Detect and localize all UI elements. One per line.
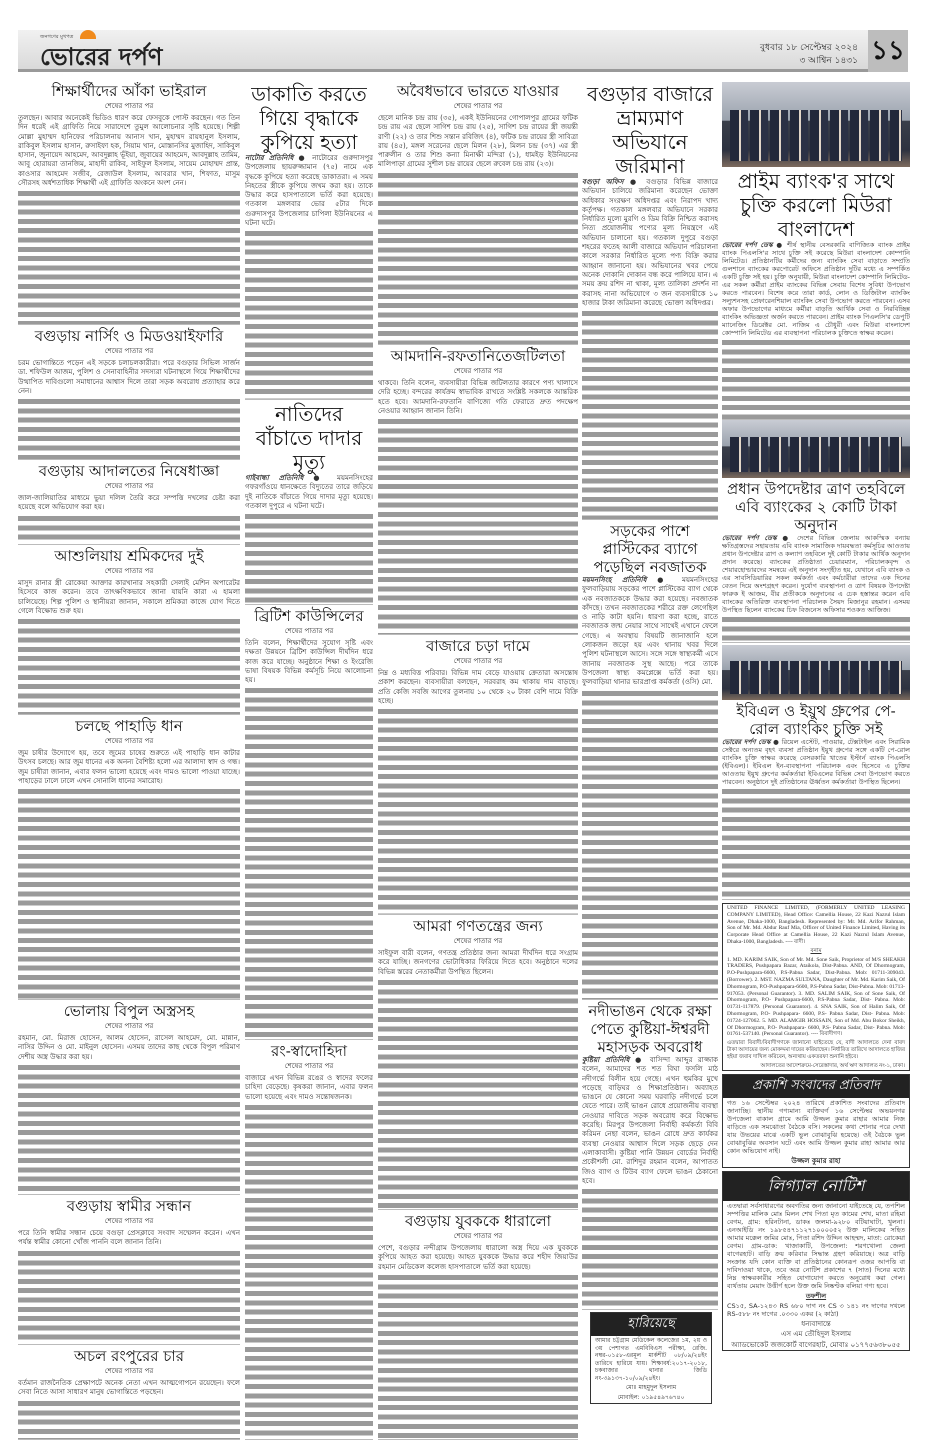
date-bangla: ৩ আশ্বিন ১৪৩১ [799,56,858,66]
headline: অচল রংপুরের চার [74,1347,184,1365]
continued-label: শেষের পাতার পর [453,1232,503,1240]
continued-label: শেষের পাতার পর [453,937,503,945]
notices-column [722,903,910,1351]
article-e1 [722,82,910,420]
headline: প্রধান উপদেষ্টার ত্রাণ তহবিলে এবি ব্যাংকের ২ কোটি টাকা অনুদান [727,480,905,534]
headline: নাতিদের বাঁচাতে দাদার মৃত্যু [255,402,363,474]
byline: ভোরের দর্পণ ডেস্ক ● [722,241,784,249]
continued-label: শেষের পাতার পর [104,1367,154,1375]
signer: এস এম তৌহিদুল ইসলাম [781,1330,851,1339]
continued-label: শেষের পাতার পর [284,1062,334,1070]
headline: নদীভাঙন থেকে রক্ষা পেতে কুষ্টিয়া-ঈশ্বরদী মহাসড়ক অবরোধ [588,1002,712,1056]
body-text-continued [245,1102,373,1439]
legal-notice-title: লিগ্যাল নোটিশ [723,1172,909,1201]
people-figures [730,110,903,161]
news-photo [722,82,910,167]
body-text-continued [722,614,910,642]
lost-notice-body: আমার চট্টগ্রাম মেডিকেল কলেজের ১ম, ২য় ও ৩য় পেশাগত এমবিবিএস পরীক্ষা, রেজি. নম্বর-০১৫৮-এরমূল মার্কশীট ০৮/০৯/২৪ইং তারিখে হারিয়ে যায়। শিক্ষাবর্ষ:২০১৭-২০১৮, চকবাজার থানার জিডি নং-৩৯১৩৭-১০/০৯/২৪ইং। [595,1337,707,1382]
protest-title: প্রকাশি সংবাদের প্রতিবাদ [723,1075,909,1098]
people-figures [730,661,903,694]
article-c5 [378,1210,578,1440]
news-photo [722,420,910,478]
legal-notice-body: এতদ্বারা সর্বসাধারণের অবগতির জন্য জানানো যাইতেছে যে, তপশিল সম্পত্তির মালিক মোঃ মিলন শেখ পিতা মৃত কামের শেখ, মাতা রহিমা বেগম, গ্রাম: হরিনটানা, ডাকঃ জলমা-৯২৮০ বটিয়াঘাটা, খুলনা। এনআইডি নং ১৯৮৫৪৭১১২৭১০০০০৫২ উক্ত মালিকের সহিত আমার মক্কেল জমির মোঃ, পিতা রশিদ উদ্দিন আহম্মদ, মাতা: রোকেয়া বেগম। গ্রাম-ডাক: খাজাকাটি, উপজেলা: শরণখোলা জেলা বাগেরহাট। বাড়ি ক্রয় করিবার সিদ্ধান্ত গ্রহণ করিয়াছে। অত্র বাড়ি সংক্রান্ত যদি কোন ব্যক্তি বা প্রতিষ্ঠানের কোনরূপ ওজর আপত্তি বা দাবিদাওয়া থাকে, তবে অত্র নোটিশ প্রকাশের ৭ (সাত) দিনের মধ্যে নিম্ন স্বাক্ষরকারীর সহিত যোগাযোগ করতে অনুরোধ করা গেল। ব্যর্থতায় মেয়াদ উত্তীর্ণ হলে উক্ত জমি নিষ্কণ্টক বলিয়া গণ্য হবে। [727,1201,905,1290]
court-versus: বনাম [810,947,822,954]
body-text-continued [378,706,578,914]
legal-notice [722,1171,910,1352]
headline: আমরা গণতন্ত্রের জন্য [413,917,543,935]
headline: অবৈধভাবে ভারতে যাওয়ার [396,82,559,100]
article-body: ময়মনসিংহের ফুলবাড়িয়ায় সড়কের পাশে প্লাস্টিকের ব্যাগ থেকে এক নবজাতককে উদ্ধার করা হয়েছে। নবজাতক কাঁদছে। তখন নবজাতকের শরীরে রক্ত লেগেছিল ও নাড়ি কাটা হয়নি। ধারণা করা হচ্ছে, রাতে নবজাতক জন্ম নেয়ার সাথে সাথেই এখানে ফেলে গেছে। এ অবস্থায় বিষয়টি জানাজানি হলে লোকজন জড়ো হয় এবং থানায় খবর দিলে পুলিশ ঘটনাস্থলে আসে। সঙ্গে সঙ্গে স্বাস্থ্যকর্মী এসে জানায় নবজাতক সুস্থ আছে। পরে তাকে উপজেলা স্বাস্থ্য কমপ্লেক্সে ভর্তি করা হয়। ফুলবাড়িয়া থানার ভারপ্রাপ্ত কর্মকর্তা (ওসি) মো. [582,576,718,687]
article-body: তুলছেন। আবার অনেকেই ভিডিও ধারণ করে ফেসবুকে পোস্ট করছেন। গত তিন দিন ধরেই এই গ্রাফিতি নিয়ে সারাদেশে তুমুল আলোচনার সৃষ্টি হয়েছে। শিল্পী মোল্লা মুহাম্মদ হানিফের পরিচালনায় আনাস খান, মুহাম্মদ রায়হানুল ইসলাম, রাকিবুল ইসলাম হাসান, রুসাইফা হক, সিয়াম খান, মোস্তানসির মুজাহিদ, সাকিবুল হাসান, জুনায়েদ আহমেদ, আবদুল্লাহ ভূঁইয়া, জুবায়ের আহমেদ, আবদুল্লাহ তামিম, আবু হোরায়রা তানজিম, মাহাদী রাকিব, সাইফুল ইসলাম, সায়েম মোহাম্মদ প্রান্ত, কাওসার আহমেদ সজীব, রেজাউল ইসলাম, আবরার খান, শিফাত, মাসুম সৌরসহ অর্ধশতাধিক শিক্ষার্থী এই গ্রাফিতি অংকনে অংশ নেন। [18,114,240,188]
headline: সড়কের পাশে প্লাস্টিকের ব্যাগে পড়েছিল নবজাতক [593,522,707,576]
article-a8 [18,1345,240,1440]
body-text-continued [582,1186,718,1309]
headline: বগুড়ার বাজারে ভ্রাম্যমাণ অভিযানে জরিমানা [587,82,713,178]
logo-tagline: জনগণের মুখপত্র [40,34,74,40]
byline: কুষ্টিয়া প্রতিনিধি ● [582,1056,645,1064]
article-body: বাজারে এখন বিভিন্ন রঙের ও স্বাদের ফলের চাহিদা বেড়েছে। কৃষকরা জানান, এবার ফলন ভালো হয়েছে এবং দামও সন্তোষজনক। [245,1074,373,1101]
article-a3 [18,460,240,545]
continued-label: শেষের পাতার পর [104,737,154,745]
headline: ব্রিটিশ কাউন্সিলের [254,607,364,625]
article-a2 [18,325,240,460]
schedule-text: CS১৫, SA-১২৪৩ RS ৬৮০ দাগ নং CS ৩ ১৪১ নং দাগের দখলে RS-৫৮৮ নং দাগের .০৩৩০ একর (২ কাঠা) [727,1301,905,1318]
byline: ভোরের দর্পণ ডেস্ক ● [722,534,792,542]
body-text-continued [378,1272,578,1439]
continued-label: শেষের পাতার পর [453,367,503,375]
article-c4 [378,915,578,1210]
body-text-continued [18,616,240,714]
schedule-label: তফশীল [805,1291,827,1300]
byline: ভোরের দর্পণ ডেস্ক ● [722,738,780,746]
article-b3 [245,605,373,1040]
article-body: দেশের বিভিন্ন জেলায় আকস্মিক বন্যায় ক্ষতিগ্রস্তদের সহায়তায় এবি ব্যাংক সামাজিক দায়বদ্ধতা কর্মসূচির আওতায় প্রধান উপদেষ্টার ত্রাণ ও কল্যাণ তহবিলে দুই কোটি টাকার আর্থিক অনুদান প্রদান করেছে। ব্যাংকের প্রতিষ্ঠাতা চেয়ারম্যান, পরিচালকবৃন্দ ও শেয়ারহোল্ডারদের সমন্বয়ে এই অনুদান সংগৃহীত হয়, যেখানে এবি ব্যাংক ও এর সাবসিডিয়ারির সকল কর্মকর্তা এবং কর্মচারীরা তাদের এক দিনের বেতন দিয়ে অংশগ্রহণ করেন। দুর্যোগ ব্যবস্থাপনা ও ত্রাণ বিষয়ক উপদেষ্টা ফারুক ই আজম, বীর প্রতীককে অনুদানের এ চেক হস্তান্তর করেন এবি ব্যাংকের অতিরিক্ত ব্যবস্থাপনা পরিচালক সৈয়দ মিজানুর রহমান। এসময় উপস্থিত ছিলেন ব্যাংকের চিফ বিজনেস অফিসার শওকত আজিজ। [722,534,910,614]
article-d1 [582,80,718,520]
article-b2 [245,400,373,605]
article-d3 [582,1000,718,1310]
article-body: চরম ভোগান্তিতে পড়েন এই সড়কে চলাচলকারীরা। পরে বগুড়ার সিভিল সার্জন ডা. শফিউল আজম, পুলিশ ও সেনাবাহিনীর সদস্যরা ঘটনাস্থলে গিয়ে শিক্ষার্থীদের উত্থাপিত দাবিগুলো সমাধানের আশ্বাস দিলে তারা সড়ক অবরোধ প্রত্যাহার করে নেন। [18,359,240,395]
article-a6 [18,1000,240,1195]
body-text-continued [18,396,240,459]
headline: রং-স্বাদোহিদা [271,1042,347,1060]
byline: ময়মনসিংহ প্রতিনিধি ● [582,576,672,584]
court-notice [722,903,910,1071]
headline: বগুড়ায় যুবককে ধারালো [405,1212,551,1230]
signer-contact: অ্যাডভোকেট জজকোর্ট বাগেরহাট, মোবাঃ ০১৭৭৫৬৩৮০৫৫ [731,1340,901,1349]
continued-label: শেষের পাতার পর [453,102,503,110]
headline: আশুলিয়ায় শ্রমিকদের দুই [54,547,204,565]
body-text-continued [18,1248,240,1344]
continued-label: শেষের পাতার পর [104,1217,154,1225]
lost-notice-name: মোঃ মাহমুদুল ইসলাম [625,1384,677,1391]
article-body: বর্তমান রাজনৈতিক প্রেক্ষাপটে অনেক নেতা এখন আত্মগোপনে রয়েছেন। ফলে সেবা নিতে আসা সাধারণ মানুষ ভোগান্তিতে পড়ছেন। [18,1379,240,1397]
article-c2 [378,345,578,635]
article-b1 [245,80,373,400]
article-d2 [582,520,718,1000]
article-body: নাটোরের গুরুদাসপুর উপজেলায় ছায়রুজ্জামান (৭৫) নামে এক বৃদ্ধকে কুপিয়ে হত্যা করেছে ডাকাতরা। এ সময় নিহতের স্ত্রীকে কুপিয়ে জখম করা হয়। তাকে উদ্ধার করে হাসপাতালে ভর্তি করা হয়েছে। গতকাল মঙ্গলবার ভোর ৫টার দিকে গুরুদাসপুর উপজেলার চাপিলা ইউনিয়নের এ ঘটনা ঘটে। [245,154,373,228]
byline: গাইবান্ধা প্রতিনিধি ● [245,474,328,482]
headline: প্রাইম ব্যাংক'র সাথে চুক্তি করলো মিউরা বাংলাদেশ [737,169,895,241]
body-text-continued [18,786,240,999]
court-plaintiff: UNITED FINANCE LIMITED, (FORMERLY UNITED LEASING COMPANY LIMITED), Head Office: Camellia House, 22 Kazi Nazrul Islam Avenue, Dhaka-1000, Bangladesh. Represented by: Mr. Md. Arifor Rahman, Son of Mr. Md. Abdur Rauf Mia, Officer of United Finance Limited, Having its Corporate Head Office at Camellia House, 22 Kazi Nazrul Islam Avenue, Dhaka-1000, Bangladesh. ---- বাদী। [727,905,905,945]
body-text-continued [582,688,718,999]
lost-notice-phone: মোবাইল: ০১৯৫৪৯৭৬৭৪০ [617,1394,685,1401]
article-body: ছেলে মানিক চন্দ্র রায় (৩৫), একই ইউনিয়নের গোপালপুর গ্রামের ফটিক চন্দ্র রায় এর ছেলে সাগিশ চন্দ্র রায় (২৫), সাগিশ চন্দ্র রায়ের স্ত্রী জয়ন্তী রাণী (২২) ও তার শিশু সন্তান রবিজিৎ (৪), ফটিক চন্দ্র রায়ের স্ত্রী সাবিত্রা রায় (৪৫), মঙ্গল সরেনের ছেলে মিলন (২৮), মিলন চন্দ্র (৩৭) এর স্ত্রী পারুলীন ও তার শিশু কন্যা মিনাক্ষী মন্দিরা (১), ধামইড় ইউনিয়নের মালিপাড়া গ্রামের সুশীল চন্দ্র রায়ের ছেলে রুবেল চন্দ্র রায় (২৩)। [378,114,578,169]
body-text-continued [18,1062,240,1194]
article-a4 [18,545,240,715]
article-a1 [18,80,240,325]
lost-notice-title: হারিয়েছে [591,1313,711,1336]
page-number: ১১ [868,30,908,72]
article-a5 [18,715,240,1000]
body-text-continued [245,685,373,1039]
article-body: জুম চাষীর উদ্যোগে হয়, তবে জুমের চাষের শুরুতে এই পাহাড়ি ধান কাটার উৎসব চলছে। আর জুম ধানের এক অনন্য বৈশিষ্ট্য হলো এর আলাদা স্বাদ ও গন্ধ। জুম চাষীরা জানান, এবার ফলন ভালো হয়েছে এবং দামও ভালো পাওয়া যাচ্ছে। পাহাড়ের ঢালে ঢালে এখন সোনালি ধানের সমারোহ। [18,749,240,785]
headline: শিক্ষার্থীদের আঁকা ভাইরাল [51,82,207,100]
body-text-continued [378,977,578,1209]
headline: ইবিএল ও ইয়ুথ গ্রুপের পে-রোল ব্যাংকিং চুক্তি সই [736,702,896,738]
article-body: মাসুদ রানার স্ত্রী রোকেয়া আক্তার কারখানার সহকারী সেলাই মেশিন অপারেটর হিসেবে কাজ করেন। তবে তাৎক্ষণিকভাবে জানা যায়নি কারা এ হামলা চালিয়েছে। শিল্প পুলিশ ও স্থানীয়রা জানান, সকালে শ্রমিকরা কাজে যোগ দিতে গেলে বিক্ষোভ শুরু হয়। [18,579,240,615]
body-text-continued [245,511,373,604]
continued-label: শেষের পাতার পর [104,567,154,575]
people-figures [730,437,903,472]
headline: ডাকাতি করতে গিয়ে বৃদ্ধাকে কুপিয়ে হত্যা [251,82,367,154]
court-body: এতদ্বারা বিবাদী/বিবাদীগণকে জানানো যাইতেছে যে, বাদী আদালতে দেনা বাবদ টাকা আদায়ের জন্য মোকদ্দমা দায়ের করিয়াছেন। নির্ধারিত তারিখে আদালতে হাজির হইয়া জবাব দাখিল করিবেন, অন্যথায় একতরফা শুনানি হইবে। [727,1040,905,1060]
continued-label: শেষের পাতার পর [104,347,154,355]
news-photo [722,645,910,700]
body-text-continued [582,308,718,519]
continued-label: শেষের পাতার পর [284,627,334,635]
article-a7 [18,1195,240,1345]
protest-body: গত ১৬ সেপ্টেম্বর ২০২৪ তারিখে প্রকাশিত সংবাদের প্রতিবাদ জানাচ্ছি। স্থানীয় গণ্যমান্য ব্যক্তিবর্গ ১৬ সেপ্টেম্বর অভয়নগর উপজেলা বাকাল গ্রামে আমি উজ্জল কুমার রাহার আমার নিজ বাড়িতে এক সমঝোতা বৈঠকে বসি। সকলের কথা শোনার পরে দেখা যায় উভয়ের মাঝে একটি ভুল বোঝাবুঝি হয়েছে। ওই বৈঠকে ভুল বোঝাবুঝির অবসান ঘটে এবং আমি উজ্জল কুমার রাহা আমার আর কোন অভিযোগ নাই। [727,1099,905,1156]
headline: আমদানি-রফতানিতেজটিলতা [390,347,566,365]
court-defendants: 1. MD. KARIM SAIK, Son of Mr. Md. Sone Saik, Proprietor of M/S SHEAKH TRADERS, Pushpapara Bazar, Ataikola, Dist-Pabna. AND, Of Dhormogram, P.O-Pushpapara-6600, P.S-Pabna Sadar, Dist-Pabna. Mob: 01711-309043. (Borrower). 2. MST. NAZMA SULTANA, Daughter of Mr. Md. Karim Saik, Of Dhormogram, P.O-Pushpapara-6600, P.S-Pabna Sadar, Dist-Pabna. Mob: 01713-917053. (Personal Guarantor). 3. MD. SALIM SAIK, Son of Sone Saik, Of Dhormogram, P.O- Pushpapara-6600, P.S-Pabna Sadar, Dist- Pabna. Mob: 01731-117879. (Personal Guarantor). 4. SNA SAIK, Son of Halim Saik, Of Dhormogram, P.O- Pushpapara- 6600, P.S- Pabna Sadar, Dist- Pabna. Mob: 01724-127062. 5. MD. ALAMGIR HOSSAIN, Son of Md. Abu Bokor Sheikh, Of Dhormogram, P.O- Pushpapara- 6600, P.S- Pabna Sadar, Dist- Pabna. Mob: 01761-537140. (Personal Guarantor). ---- বিবাদীগণ। [727,956,905,1038]
body-text-continued [722,337,910,419]
byline: নাটোর প্রতিনিধি ● [245,154,308,162]
headline: চলছে পাহাড়ি ধান [75,717,183,735]
continued-label: শেষের পাতার পর [104,1022,154,1030]
masthead [18,30,908,72]
article-body: রিয়েল এস্টেট, পাওয়ার, টেক্সটাইল এবং সিরামিক সেক্টরে অন্যতম বৃহৎ ব্যবসা প্রতিষ্ঠান ইয়ুথ গ্রুপের সঙ্গে একটি পে-রোল ব্যাংকিং চুক্তি স্বাক্ষর করেছে বেসরকারি খাতের ইস্টার্ন ব্যাংক পিএলসি (ইবিএল)। ইবিএল ইন-ব্যবস্থাপনা পরিচালক এবং হিসেবে এ চুক্তির আওতায় ইয়ুথ গ্রুপের কর্মকর্তারা ইবিএলের বিভিন্ন সেবা উপভোগ করতে পারবেন। অনুষ্ঠানে দুই প্রতিষ্ঠানের ঊর্ধ্বতন কর্মকর্তারা উপস্থিত ছিলেন। [722,738,910,786]
article-c3 [378,635,578,915]
article-body: থাকবে। তিনি বলেন, ব্যবসায়ীরা বিভিন্ন জটিলতার কারণে পণ্য খালাসে দেরি হচ্ছে। বন্দরের কার্যক্রম স্বাভাবিক রাখতে সংশ্লিষ্ট সকলকে আন্তরিক হতে হবে। আমদানি-রফতানি বাণিজ্যে গতি ফেরাতে দ্রুত পদক্ষেপ নেওয়ার আহ্বান জানান তিনি। [378,379,578,415]
article-body: বগুড়ার বিভিন্ন বাজারে অভিযান চালিয়ে জরিমানা করেছেন ভোক্তা অধিকার সংরক্ষণ অধিদপ্তর এবং নিরাপদ খাদ্য কর্তৃপক্ষ। গতকাল মঙ্গলবার অভিযানে সরকার নির্ধারিত মূল্যে মুরগি ও ডিম বিক্রি নিশ্চিত করাসহ নিত্য প্রয়োজনীয় পণ্যের মূল্য নিয়ন্ত্রণে এই অভিযান চালানো হয়। গতকাল দুপুরে বগুড়া শহরের ফতেহ আলী বাজারে অভিযান পরিচালনা কালে সরকার নির্ধারিত মূল্যে পণ্য বিক্রি করার আহ্বান জানানো হয়। অভিযানের খবর পেয়ে অনেক দোকানি দোকান বন্ধ করে পালিয়ে যান। এ সময় ক্রয় রশিদ না থাকা, মূল্য তালিকা প্রদর্শন না করাসহ নানা অভিযোগে ৩ জন ব্যবসায়ীকে ১০ হাজার টাকা জরিমানা করেছে ভোক্তা অধিদপ্তর। [582,178,718,307]
sun-logo-icon [80,30,96,39]
body-text-continued [18,188,240,324]
body-text-continued [18,513,240,544]
article-body: শীর্ষ স্থানীয় বেসরকারি বাণিজ্যিক ব্যাংক প্রাইম ব্যাংক পিএলসি'র সাথে চুক্তি সই করেছে মিউরা বাংলাদেশ কোম্পানি লিমিটেড। প্রতিষ্ঠানটির কর্মীদের জন্য ব্যাংকিং সেবা বাড়াতে সম্প্রতি গুলশানে ব্যাংকের করপোরেট অফিসে প্রতিষ্ঠান দুটির মধ্যে এ সম্পর্কিত একটি চুক্তি সই হয়। চুক্তি অনুযায়ী, মিউরা বাংলাদেশ কোম্পানি লিমিটেড-এর সকল কর্মীরা প্রাইম ব্যাংকের বিভিন্ন সেবায় বিশেষ সুবিধা উপভোগ করতে পারবেন। বিশেষ করে তারা কার্ড, লোন ও ডিজিটাল ব্যাংকিং সল্যুশনসহ প্রেফারেনশিয়াল ব্যাংকিং সেবা উপভোগ করতে পারবেন। এসব অফার উপভোগের মাধ্যমে কর্মীরা বাড়তি আর্থিক সেবা ও নিরবিচ্ছিন্ন ব্যাংকিং অভিজ্ঞতা অর্জন করতে পারবেন। প্রাইম ব্যাংক পিএলসি'র ডেপুটি ম্যানেজিং ডিরেক্টর মো. নাজিম এ চৌধুরী এবং মিউরা বাংলাদেশ কোম্পানি লিমিটেড এর ব্যবস্থাপনা পরিচালক চুক্তিতে স্বাক্ষর করেন। [722,241,910,337]
article-body: জাল-জালিয়াতির মাধ্যমে ভুয়া দলিল তৈরি করে সম্পত্তি দখলের চেষ্টা করা হয়েছে বলে অভিযোগ করা হয়। [18,494,240,512]
article-body: নিম্ন ও মধ্যবিত্ত পরিবার। বিভিন্ন দাম বেড়ে যাওয়ায় ক্রেতারা অসন্তোষ প্রকাশ করছেন। ব্যবসায়ীরা বলছেন, সরবরাহ কম থাকায় দাম বাড়ছে। প্রতি কেজি সবজি আগের তুলনায় ১০ থেকে ২০ টাকা বেশি দামে বিক্রি হচ্ছে। [378,669,578,705]
article-b4 [245,1040,373,1440]
body-text-continued [245,228,373,399]
article-body: পরে তিনি স্বামীর সন্ধান চেয়ে বগুড়া প্রেসক্লাবে সংবাদ সম্মেলন করেন। এখন পর্যন্ত স্বামীর কোনো খোঁজ পাননি বলে জানান তিনি। [18,1229,240,1247]
article-body: ময়মনসিংহের গফরগাঁওয়ে ধানক্ষেতে বিদ্যুতের তারে জড়িয়ে দুই নাতিকে বাঁচাতে গিয়ে দাদার মৃত্যু হয়েছে। গতকাল দুপুরে এ ঘটনা ঘটে। [245,474,373,510]
article-body: বাসিন্দা আব্দুর রাজ্জাক বলেন, আমাদের শত শত বিঘা ফসলি মাঠ নদীগর্ভে বিলীন হয়ে গেছে। এখন হুমকির মুখে পড়েছে বাড়িঘর ও শিক্ষাপ্রতিষ্ঠান। অব্যাহত ভাঙনে যে কোনো সময় ঘরবাড়ি নদীগর্ভে চলে যেতে পারে। তাই ভাঙন রোধে প্রয়োজনীয় ব্যবস্থা নেওয়ার দাবিতে সড়ক অবরোধ করে বিক্ষোভ করেছি। মিরপুর উপজেলা নির্বাহী কর্মকর্তা বিবি করিমন নেছা বলেন, ভাঙন রোধে দ্রুত কার্যকর ব্যবস্থা নেওয়ার আশ্বাস দিলে সড়ক ছেড়ে দেন এলাকাবাসী। কুষ্টিয়া পানি উন্নয়ন বোর্ডের নির্বাহী প্রকৌশলী মো. রাশিদুর রহমান বলেন, আপাতত জিও ব্যাগ ও টিউব ব্যাগ ফেলে ভাঙন ঠেকানো হবে। [582,1056,718,1185]
article-e2 [722,420,910,643]
body-text-continued [722,786,910,899]
article-body: পেশে, বগুড়ার নন্দীগ্রাম উপজেলায় ধারালো অস্ত্র দিয়ে এক যুবককে কুপিয়ে আহত করা হয়েছে। আহত যুবককে উদ্ধার করে শহীদ জিয়াউর রহমান মেডিকেল কলেজ হাসপাতালে ভর্তি করা হয়েছে। [378,1244,578,1271]
article-body: সাইফুল বারী বলেন, গণতন্ত্র প্রতিষ্ঠার জন্য আমরা দীর্ঘদিন ধরে সংগ্রাম করে যাচ্ছি। জনগণের ভোটাধিকার ফিরিয়ে দিতে হবে। অনুষ্ঠানে দলের বিভিন্ন স্তরের নেতাকর্মীরা উপস্থিত ছিলেন। [378,949,578,976]
headline: ভোলায় বিপুল অস্ত্রসহ [63,1002,195,1020]
headline: বগুড়ায় স্বামীর সন্ধান [66,1197,192,1215]
headline: বগুড়ায় আদালতের নিষেধাজ্ঞা [38,462,220,480]
newspaper-logo: ভোরের দর্পণ [40,42,163,71]
protest-signature: উজ্জল কুমার রাহা [791,1157,841,1166]
byline: বগুড়া অফিস ● [582,178,641,186]
headline: বগুড়ায় নার্সিং ও মিডওয়াইফারি [34,327,224,345]
body-text-continued [378,416,578,634]
date-gregorian: বুধবার ১৮ সেপ্টেম্বর ২০২৪ [760,43,858,53]
headline: বাজারে চড়া দামে [425,637,531,655]
court-signature: আদালতের আদেশক্রমে-সেরেস্তাদার, অর্থ ঋণ আদালত নং-১, ঢাকা। [760,1062,905,1069]
article-c1 [378,80,578,345]
article-body: রহমান, মো. মিরাজ হোসেন, আলম হোসেন, রাসেল আহমেদ, মো. মান্নান, নাসির উদ্দিন ও মো. মাইনুল হোসেন। এসময় তাদের কাছ থেকে বিপুল পরিমাণ দেশীয় অস্ত্র উদ্ধার করা হয়। [18,1034,240,1061]
continued-label: শেষের পাতার পর [104,482,154,490]
protest-notice [722,1074,910,1168]
article-body: তিনি বলেন, শিক্ষার্থীদের সুযোগ সৃষ্টি এবং দক্ষতা উন্নয়নে ব্রিটিশ কাউন্সিল দীর্ঘদিন ধরে কাজ করে যাচ্ছে। অনুষ্ঠানে শিক্ষা ও ইংরেজি ভাষা বিষয়ক বিভিন্ন কর্মসূচি নিয়ে আলোচনা হয়। [245,639,373,685]
closing: ধন্যবাদান্তে [801,1319,831,1328]
article-e3 [722,645,910,900]
lost-notice [590,1312,712,1404]
body-text-continued [378,170,578,344]
continued-label: শেষের পাতার পর [104,102,154,110]
body-text-continued [18,1398,240,1439]
continued-label: শেষের পাতার পর [453,657,503,665]
